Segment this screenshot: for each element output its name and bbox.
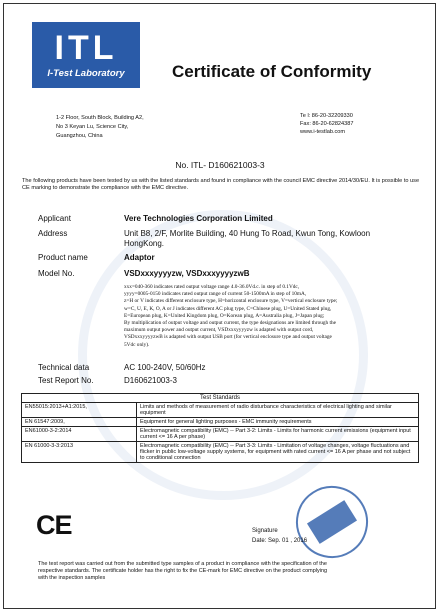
model-note: By multiplication of output voltage and output current, the type designations are limited through the [124,320,336,327]
footer-note: The test report was carried out from the submitted type samples of a product in compliance with the specification of the respective standards. The certificate holder has the right to fix the CE-mark for EMC directive on the product complying with the inspection samples [38,561,328,582]
standard-description: Electromagnetic compatibility (EMC) -- Part 3-3: Limits - Limitation of voltage changes, voltage fluctuations and flicker in public low-voltage supply systems, for equipment with rated current <= 16 A per phase and not subject to conditional connection [137,442,419,463]
standards-table [21,393,419,463]
ce-mark: CE [36,510,72,540]
address-line: 1-2 Floor, South Block, Building A2, [56,115,144,121]
standard-description: Electromagnetic compatibility (EMC) -- Part 3-2: Limits - Limits for harmonic current emissions (equipment input current <= 16 A per phase) [137,427,419,442]
standard-description: Limits and methods of measurement of radio disturbance characteristics of electrical lighting and similar equipment [137,403,419,418]
issue-date: Date: Sep. 01 , 2016 [252,538,308,544]
model-note: E=European plug, K=United Kingdom plug, O=Korean plug, A=Australia plug, J=Japan plug; [124,312,325,319]
model-note: VSDxxxyyyyzwB is adapted with output USB port (for vertical enclosure type and output voltage [124,334,332,341]
phone: Te l: 86-20-32209330 [300,113,353,119]
seal-center [307,500,357,544]
applicant-label: Applicant [38,214,71,223]
applicant-value: Vere Technologies Corporation Limited [124,214,273,223]
standards-header-row [22,394,419,403]
signature-label: Signature [252,528,278,534]
model-note: 5Vdc only). [124,341,150,348]
address-value-line2: HongKong. [124,239,165,248]
product-label: Product name [38,253,88,262]
model-note: yyyy=0005-0150 indicates rated output range of current 50-1500mA in step of 10mA, [124,291,307,298]
intro-text: The following products have been tested by us with the listed standards and found in compliance with the council EMC directive 2014/30/EU. It is possible to use CE marking to demonstrate the compliance with the EMC directive. [22,178,420,191]
standard-code: EN55015:2013+A1:2015, [22,403,137,418]
product-value: Adaptor [124,253,155,262]
report-label: Test Report No. [38,376,94,385]
model-note: w=C, U, E, K, O, A or J indicates different AC plug type, C=Chinese plug, U=United Stated plug, [124,305,332,312]
certificate-title: Certificate of Conformity [172,62,372,81]
model-notes [124,284,424,349]
itl-logo [32,22,140,88]
standard-code: EN61000-3-2:2014 [22,427,137,442]
technical-label: Technical data [38,363,90,372]
table-row [22,403,419,418]
address-line: Guangzhou, China [56,133,103,139]
address-line: No 3 Keyan Lu, Science City, [56,124,129,130]
fax: Fax: 86-20-62824387 [300,121,354,127]
model-note: xxx=040-360 indicates rated output voltage range 4.0-36.0Vd.c. in step of 0.1Vdc, [124,284,300,290]
lab-contact [300,112,354,136]
model-value: VSDxxxyyyyzw, VSDxxxyyyyzwB [124,269,250,278]
technical-value: AC 100-240V, 50/60Hz [124,363,206,372]
table-row [22,442,419,463]
address-value-line1: Unit B8, 2/F, Morlite Building, 40 Hung To Road, Kwun Tong, Kowloon [124,229,371,238]
model-note: z=H or V indicates different enclosure type, H=horizontal enclosure type, V=vertical enclosure type; [124,298,338,305]
model-label: Model No. [38,269,75,278]
standard-code: EN 61000-3-3:2013 [22,442,137,463]
logo-text: ITL [54,29,118,67]
standards-header: Test Standards [22,394,419,403]
table-row [22,418,419,427]
model-note: maximum output power and output current, VSDxxxyyyyzw is adapted with output cord, [124,327,314,334]
lab-address [56,114,144,141]
address-label: Address [38,229,68,238]
standard-code: EN 61547:2009, [22,418,137,427]
certificate-number: No. ITL- D160621003-3 [175,160,265,170]
report-value: D160621003-3 [124,376,177,385]
signature-block [252,526,307,546]
website: www.i-testlab.com [300,129,346,135]
standard-description: Equipment for general lighting purposes - EMC immunity requirements [137,418,419,427]
table-row [22,427,419,442]
logo-subtitle: I-Test Laboratory [47,68,125,79]
